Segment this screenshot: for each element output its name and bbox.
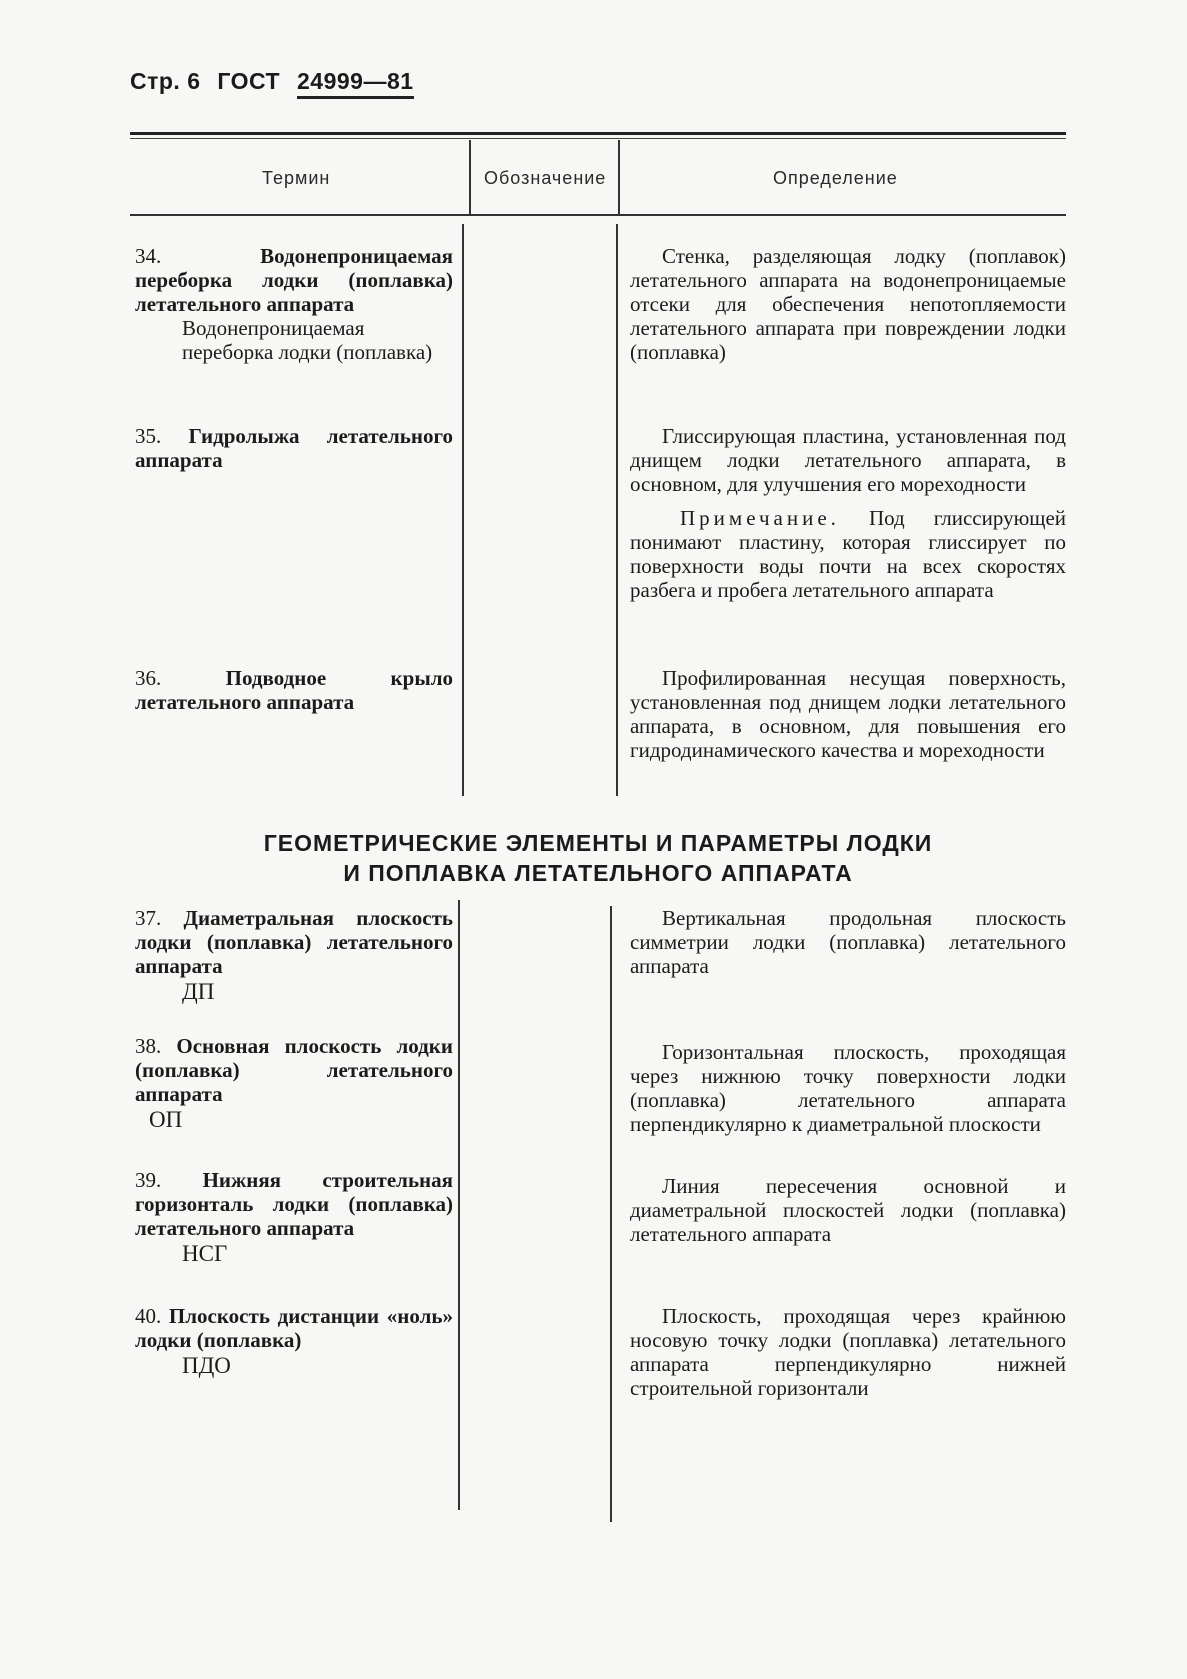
term-text: Диаметральная плоскость лодки (поплавка) летательного аппарата [135,906,453,978]
term-38 [135,1034,453,1132]
term-text: Гидролыжа летательного аппарата [135,424,454,472]
entry-number: 40. [135,1304,162,1328]
body-divider-2 [616,224,618,796]
term-abbreviation: ПДО [182,1353,231,1378]
term-35 [135,424,453,472]
header-bottom-rule [130,214,1066,216]
header-divider-2 [618,140,620,214]
entry-number: 35. [135,424,162,448]
section-title-line-2: И ПОПЛАВКА ЛЕТАТЕЛЬНОГО АППАРАТА [343,860,853,886]
term-abbreviation: НСГ [182,1241,228,1266]
term-text: Основная плоскость лодки (поплавка) летательного аппарата [135,1034,453,1106]
note-label: Примечание. [680,506,840,530]
column-header-designation: Обозначение [484,168,607,188]
definition-text: Линия пересечения основной и диаметральной плоскостей лодки (поплавка) летательного аппарата [630,1174,1066,1246]
body-divider-1 [462,224,464,796]
definition-37 [630,906,1066,978]
term-39 [135,1168,453,1266]
term-abbreviation: ДП [182,979,215,1004]
body-divider-3 [458,900,460,1510]
term-34 [135,244,453,364]
column-header-definition: Определение [773,168,898,188]
definition-text: Стенка, разделяющая лодку (поплавок) летательного аппарата на водонепроницаемые отсеки для обеспечения непотопляемости летательного аппарата при повреждении лодки (поплавка) [630,244,1066,364]
page-number: Стр. 6 [130,68,201,94]
section-title-line-1: ГЕОМЕТРИЧЕСКИЕ ЭЛЕМЕНТЫ И ПАРАМЕТРЫ ЛОДКИ [263,830,933,856]
term-abbreviation: ОП [149,1107,183,1132]
term-36 [135,666,453,714]
header-rule [130,132,1066,135]
definition-note [630,506,1066,602]
entry-number: 38. [135,1034,162,1058]
standard-number: 24999—81 [297,68,414,99]
term-text: Подводное крыло летательного аппарата [135,666,453,714]
body-divider-4 [610,906,612,1522]
definition-36 [630,666,1066,762]
definition-35 [630,424,1066,602]
term-37 [135,906,453,1004]
definition-text: Профилированная несущая поверхность, установленная под днищем лодки летательного аппарата, в основном, для повышения его гидродинамического качества и мореходности [630,666,1066,762]
entry-number: 39. [135,1168,162,1192]
term-text: Нижняя строительная горизонталь лодки (поплавка) летательного аппарата [135,1168,454,1240]
definition-39 [630,1174,1066,1246]
definition-34 [630,244,1066,364]
entry-number: 36. [135,666,162,690]
entry-number: 37. [135,906,162,930]
term-text: Водонепроницаемая переборка лодки (поплавка) летательного аппарата [135,244,453,316]
definition-40 [630,1304,1066,1400]
standard-label: ГОСТ [217,68,281,94]
term-40 [135,1304,453,1378]
entry-number: 34. [135,244,162,268]
term-text: Плоскость дистанции «ноль» лодки (поплавка) [135,1304,453,1352]
page-header [130,68,424,95]
header-divider-1 [469,140,471,214]
header-rule-thin [130,138,1066,139]
note-text: Под глиссирующей понимают пластину, которая глиссирует по поверхности воды почти на всех скоростях разбега и пробега летательного аппарата [630,506,1067,602]
definition-text: Вертикальная продольная плоскость симметрии лодки (поплавка) летательного аппарата [630,906,1066,978]
definition-text: Плоскость, проходящая через крайнюю носовую точку лодки (поплавка) летательного аппарата перпендикулярно нижней строительной горизонтали [630,1304,1066,1400]
column-header-term: Термин [262,168,331,188]
definition-38 [630,1040,1066,1136]
section-title [130,828,1066,888]
definition-text: Глиссирующая пластина, установленная под днищем лодки летательного аппарата, в основном, для улучшения его мореходности [630,424,1066,496]
definition-text: Горизонтальная плоскость, проходящая через нижнюю точку поверхности лодки (поплавка) летательного аппарата перпендикулярно к диаметральной плоскости [630,1040,1066,1136]
term-synonym: Водонепроницаемая переборка лодки (поплавка) [182,316,433,364]
